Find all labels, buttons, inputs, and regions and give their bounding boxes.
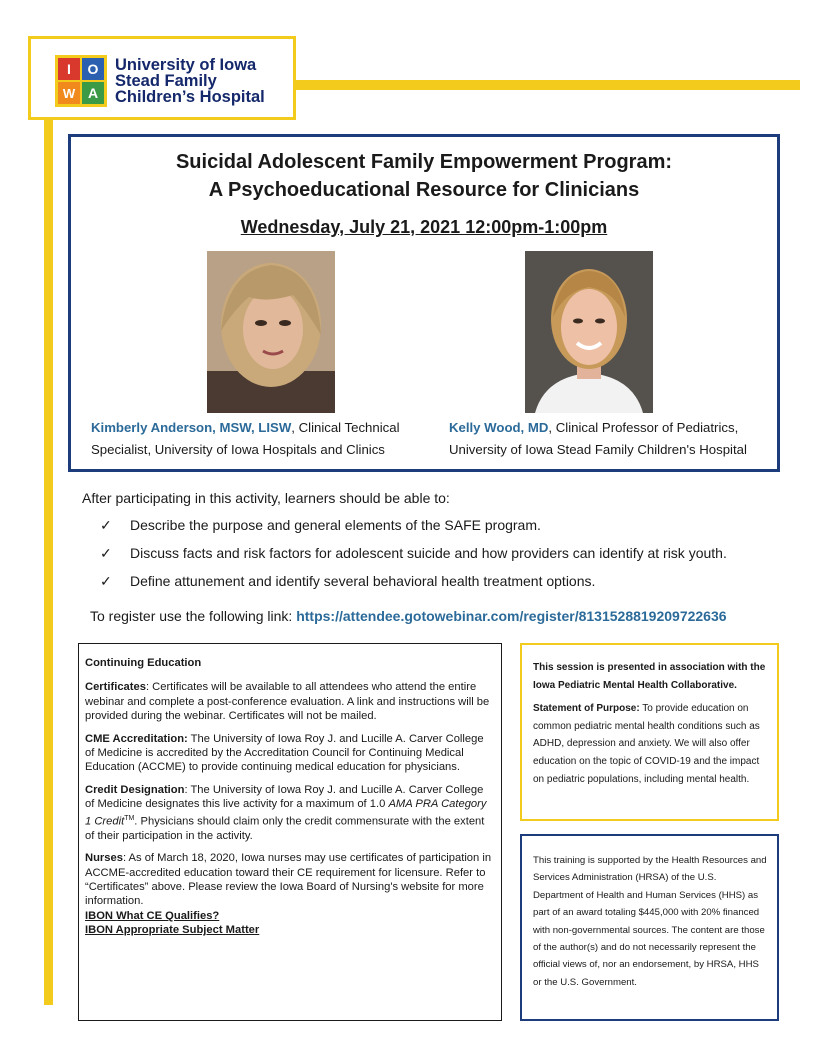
speaker-name-anderson: Kimberly Anderson, MSW, LISW (91, 420, 292, 435)
ce-credit (85, 783, 493, 843)
objective-text: Define attunement and identify several behavioral health treatment options. (130, 573, 596, 589)
objective-text: Describe the purpose and general elements of the SAFE program. (130, 517, 541, 533)
logo-line-3: Children’s Hospital (115, 88, 265, 106)
logo-line-2: Stead Family (115, 72, 217, 90)
ce-credit-text-1: : The University of Iowa Roy J. and Lucille A. Carver College of Medicine designates this live activity for a maximum of 1.0 (85, 783, 484, 811)
ce-nurses-label: Nurses (85, 852, 123, 865)
collaborative-box (520, 643, 779, 821)
checkmark-icon: ✓ (100, 573, 112, 589)
register-line (90, 608, 727, 624)
register-text: To register use the following link: (90, 608, 297, 624)
ce-cme-text: The University of Iowa Roy J. and Lucille A. Carver College of Medicine is accredited by the Accreditation Council for Continuing Medical Education (ACCME) to provide continuing medical education for physicians. (85, 732, 484, 774)
event-date: Wednesday, July 21, 2021 12:00pm-1:00pm (240, 217, 608, 237)
purpose-label: Statement of Purpose: (533, 703, 640, 715)
logo-text (115, 57, 265, 105)
speaker-caption-anderson (91, 417, 421, 461)
ce-credit-italic: AMA PRA Category 1 Credit (85, 798, 487, 828)
logo-letter-w: W (62, 86, 76, 101)
speaker-title-wood: , Clinical Professor of Pediatrics, University of Iowa Stead Family Children's Hospital (449, 420, 747, 457)
ce-certificates-text: : Certificates will be available to all attendees who attend the entire webinar and complete a post-conference evaluation. A link and instructions will be provided during the webinar. Certificates will not be mailed. (85, 681, 490, 723)
checkmark-icon: ✓ (100, 517, 112, 533)
speaker-photo-wood (525, 251, 653, 413)
ce-cme (85, 732, 493, 775)
speaker-portrait-anderson (207, 251, 335, 413)
funding-text: This training is supported by the Health Resources and Services Administration (HRSA) of the U.S. Department of Health and Human Services (HHS) as part of an award totaling $445,000 with 20% financed with non-governmental sources. The content are those of the author(s) and do not necessarily represent the official views of, nor an endorsement, by HRSA, HHS or the U.S. Government. (533, 855, 767, 988)
logo-box (28, 36, 296, 120)
objective-item (100, 545, 727, 562)
purpose-text: To provide education on common pediatric mental health conditions such as ADHD, depression and anxiety. We will also offer education on the topic of COVID-19 and the impact on pediatric populations, including mental health. (533, 703, 760, 785)
checkmark-icon: ✓ (100, 545, 112, 561)
ibon-subject-link[interactable]: IBON Appropriate Subject Matter (85, 924, 260, 937)
speaker-portrait-wood (525, 251, 653, 413)
register-link[interactable]: https://attendee.gotowebinar.com/register/8131528819209722636 (296, 608, 727, 624)
speaker-photo-anderson (207, 251, 335, 413)
hospital-logo-mark (55, 55, 107, 107)
logo-line-1: University of Iowa (115, 56, 257, 74)
purpose-statement (533, 700, 768, 788)
accent-bar-horizontal (296, 80, 800, 90)
event-box (68, 134, 780, 472)
ce-credit-text-2: . Physicians should claim only the credit commensurate with the extent of their participation in the activity. (85, 815, 485, 842)
continuing-education-box (78, 643, 502, 1021)
ce-heading: Continuing Education (85, 657, 202, 669)
funding-disclaimer-box (520, 834, 779, 1021)
speaker-name-wood: Kelly Wood, MD (449, 420, 549, 435)
speaker-caption-wood (449, 417, 779, 461)
objective-item (100, 573, 595, 590)
ce-certificates (85, 680, 493, 723)
objective-item (100, 517, 541, 534)
ce-credit-label: Credit Designation (85, 783, 185, 796)
ce-certificates-label: Certificates (85, 681, 146, 694)
collaborative-intro: This session is presented in association with the Iowa Pediatric Mental Health Collaborative. (533, 662, 766, 691)
objectives-intro: After participating in this activity, learners should be able to: (82, 490, 450, 506)
event-title-line-2: A Psychoeducational Resource for Clinicians (208, 179, 640, 201)
ibon-ce-link[interactable]: IBON What CE Qualifies? (85, 909, 220, 922)
speaker-title-anderson: , Clinical Technical Specialist, University of Iowa Hospitals and Clinics (91, 420, 400, 457)
ce-nurses (85, 851, 493, 909)
ce-nurses-text: : As of March 18, 2020, Iowa nurses may use certificates of participation in ACCME-accredited education toward their CE requirement for licensure. Refer to “Certificates” above. Please review the Iowa Board of Nursing's website for more information. (85, 852, 492, 908)
ce-credit-tm: TM (124, 814, 135, 822)
logo-letter-i: I (67, 61, 71, 77)
event-title-line-1: Suicidal Adolescent Family Empowerment Program: (175, 151, 673, 173)
ce-cme-label: CME Accreditation: (85, 732, 188, 745)
logo-letter-o: O (87, 61, 99, 77)
logo-letter-a: A (87, 85, 99, 101)
objective-text: Discuss facts and risk factors for adolescent suicide and how providers can identify at risk youth. (130, 545, 727, 561)
accent-bar-vertical (44, 120, 53, 1005)
